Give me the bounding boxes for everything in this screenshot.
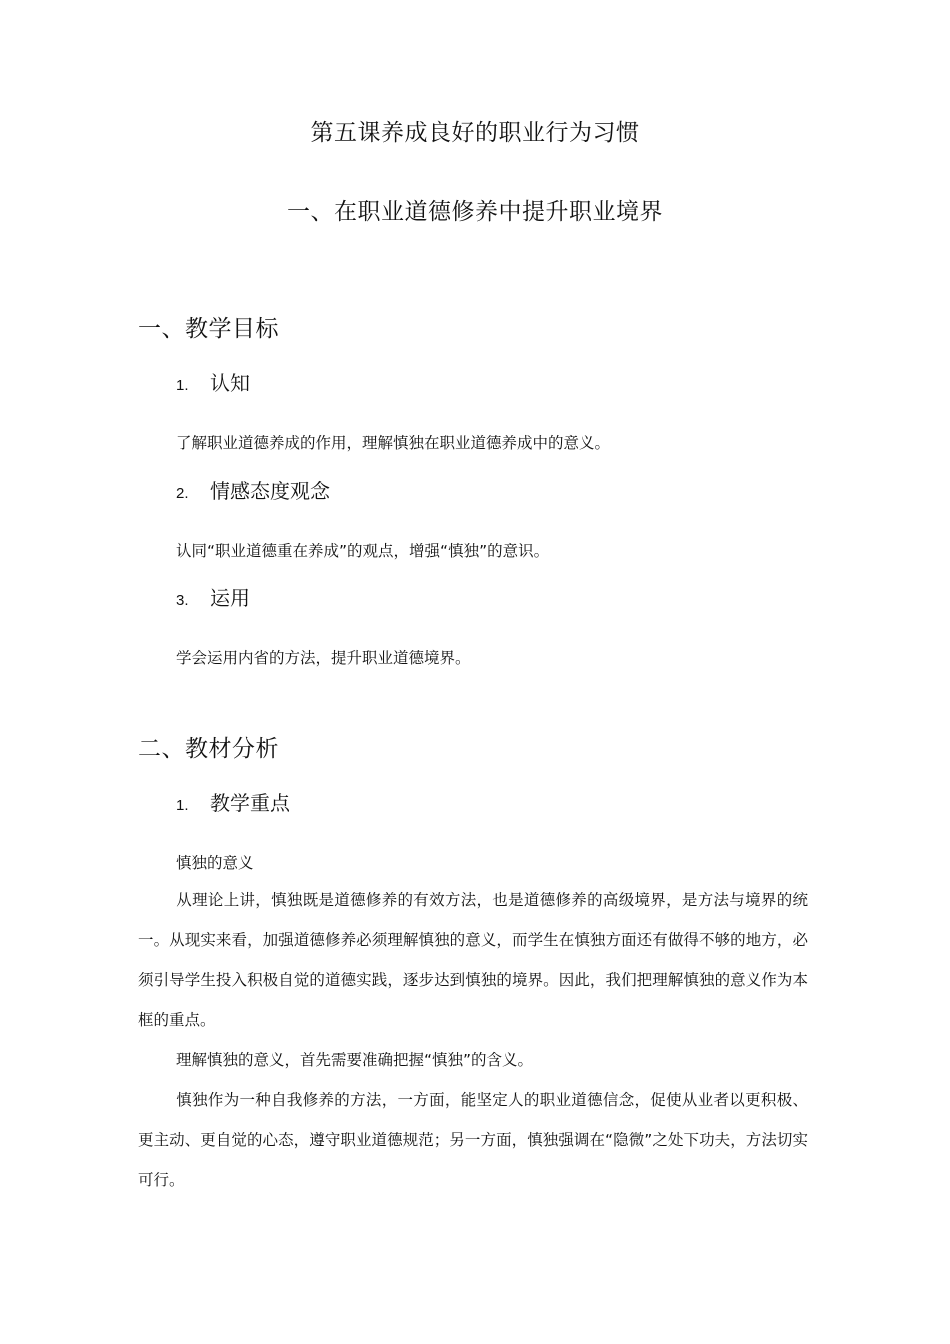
paragraph-theory: [138, 880, 808, 1040]
document-subtitle: 一、在职业道德修养中提升职业境界: [287, 199, 663, 225]
item-label: 运用: [210, 586, 250, 610]
subheading-teaching-focus: [176, 787, 290, 816]
section-heading-material-analysis: 二、教材分析: [138, 736, 279, 762]
paragraph-text: 理解慎独的意义，首先需要准确把握“慎独”的含义。: [176, 1051, 534, 1069]
item-number: 3.: [176, 592, 189, 609]
paragraph-method: [138, 1080, 808, 1200]
item-number: 1.: [176, 797, 189, 814]
paragraph-text: 慎独作为一种自我修养的方法，一方面，能坚定人的职业道德信念，促使从业者以更积极、更主动、更自觉的心态，遵守职业道德规范；另一方面，慎独强调在“隐微”之处下功夫，方法切实可行。: [138, 1091, 808, 1189]
paragraph-application: 学会运用内省的方法，提升职业道德境界。: [176, 649, 471, 667]
item-label: 情感态度观念: [210, 479, 330, 503]
subheading-application: [176, 582, 250, 611]
topic-label: 慎独的意义: [176, 854, 254, 872]
document-title: 第五课养成良好的职业行为习惯: [310, 120, 640, 146]
item-number: 2.: [176, 485, 189, 502]
paragraph-emotion-attitude: 认同“职业道德重在养成”的观点，增强“慎独”的意识。: [176, 542, 550, 560]
item-label: 教学重点: [210, 791, 290, 815]
item-number: 1.: [176, 377, 189, 394]
subheading-emotion-attitude: [176, 475, 330, 504]
section-heading-teaching-goals: 一、教学目标: [138, 316, 279, 342]
paragraph-meaning: [138, 1040, 808, 1080]
paragraph-text: 从理论上讲，慎独既是道德修养的有效方法，也是道德修养的高级境界，是方法与境界的统一。从现实来看，加强道德修养必须理解慎独的意义，而学生在慎独方面还有做得不够的地方，必须引导学生投入积极自觉的道德实践，逐步达到慎独的境界。因此，我们把理解慎独的意义作为本框的重点。: [138, 891, 808, 1029]
paragraph-cognition: 了解职业道德养成的作用，理解慎独在职业道德养成中的意义。: [176, 434, 611, 452]
subheading-cognition: [176, 367, 250, 396]
item-label: 认知: [210, 371, 250, 395]
